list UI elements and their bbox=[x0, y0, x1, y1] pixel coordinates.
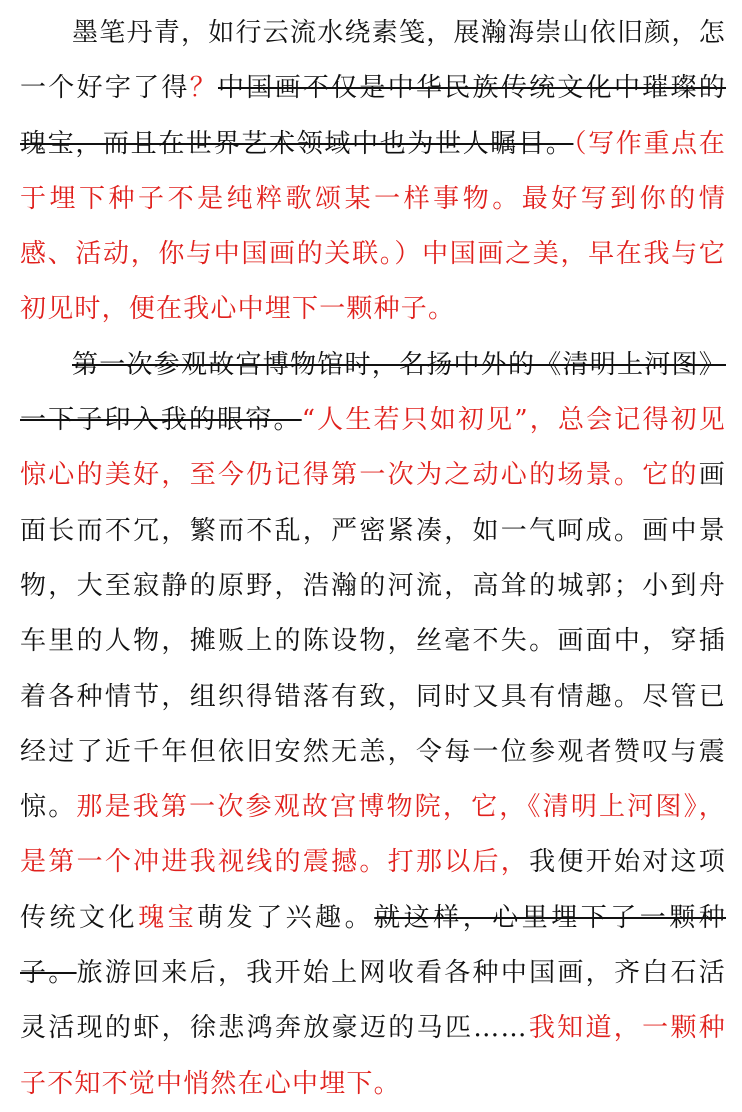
essay-page bbox=[20, 6, 726, 1112]
struck-text: 第一次参观故宫博物馆时，名扬中外的《清明上河图》一下子印入我的眼帘。 bbox=[20, 349, 726, 436]
red-annotation: 瑰宝 bbox=[138, 902, 198, 933]
paragraph-1 bbox=[20, 6, 726, 338]
text-segment: 萌发了兴趣。 bbox=[197, 902, 375, 933]
text-segment: 画面长而不冗，繁而不乱，严密紧凑，如一气呵成。画中景物，大至寂静的原野，浩瀚的河流，高耸的城郭；小到舟车里的人物，摊贩上的陈设物，丝毫不失。画面中，穿插着各种情节，组织得错落有致，同时又具有情趣。尽管已经过了近千年但依旧安然无恙，令每一位参观者赞叹与震惊。 bbox=[20, 460, 726, 823]
red-annotation: “人生若只如初见”，总会记得初见惊心的美好，至今仍记得第一次为之动心的场景。它的 bbox=[20, 405, 726, 491]
red-annotation: 那是我第一次参观故宫博物院，它，《清明上河图》，是第一个冲进我视线的震撼。打那以后， bbox=[20, 792, 726, 878]
struck-text: 就这样，心里埋下了一颗种子。 bbox=[20, 902, 727, 989]
red-annotation: ？ bbox=[189, 73, 218, 104]
text-segment: 墨笔丹青，如行云流水绕素笺，展瀚海崇山依旧颜，怎一个好字了得 bbox=[20, 18, 726, 104]
text-segment: 我便开始对这项传统文化 bbox=[20, 847, 726, 933]
red-annotation: 我知道，一颗种子不知不觉中悄然在心中埋下。 bbox=[20, 1013, 726, 1099]
paragraph-2 bbox=[20, 338, 726, 1112]
text-segment: 旅游回来后，我开始上网收看各种中国画，齐白石活灵活现的虾，徐悲鸿奔放豪迈的马匹…… bbox=[20, 958, 726, 1044]
red-annotation: （写作重点在于埋下种子不是纯粹歌颂某一样事物。最好写到你的情感、活动，你与中国画的关联。）中国画之美，早在我与它初见时，便在我心中埋下一颗种子。 bbox=[20, 128, 726, 325]
struck-text: 中国画不仅是中华民族传统文化中璀璨的瑰宝，而且在世界艺术领域中也为世人瞩目。 bbox=[20, 73, 727, 159]
